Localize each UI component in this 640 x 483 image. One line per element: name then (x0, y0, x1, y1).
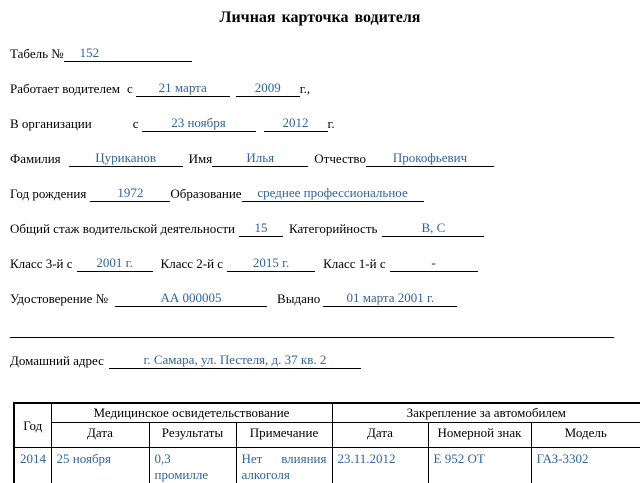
works-prep: с (126, 81, 133, 96)
col-header-veh-date: Дата (332, 423, 428, 448)
license-label: Удостоверение № (10, 291, 109, 306)
table-group-header-row (14, 403, 640, 423)
organization-date-value: 23 ноября (142, 115, 256, 132)
address-value: г. Самара, ул. Пестеля, д. 37 кв. 2 (109, 352, 361, 369)
surname-label: Фамилия (10, 151, 61, 166)
organization-prep: с (132, 116, 139, 131)
experience-label: Общий стаж водительской деятельности (10, 221, 235, 236)
field-row-classes (10, 255, 630, 272)
cell-plate: Е 952 ОТ (428, 448, 531, 483)
class3-value: 2001 г. (77, 255, 153, 272)
cell-result (149, 448, 236, 483)
organization-label: В организации (10, 116, 92, 131)
organization-year-value: 2012 (264, 115, 328, 132)
col-header-plate: Номерной знак (428, 423, 531, 448)
group-header-vehicle: Закрепление за автомобилем (332, 403, 640, 423)
cell-result-text: 0,3 промилле (154, 451, 209, 482)
education-label: Образование (170, 186, 242, 201)
license-value: АА 000005 (115, 290, 267, 307)
works-date-value: 21 марта (136, 80, 230, 97)
class1-label: Класс 1-й с (323, 256, 386, 271)
table-row (14, 448, 640, 483)
class3-label: Класс 3-й с (10, 256, 73, 271)
education-value: среднее профессиональное (242, 185, 424, 202)
cell-model: ГАЗ-3302 (531, 448, 640, 483)
firstname-value: Илья (212, 150, 308, 167)
category-value: В, С (382, 220, 484, 237)
col-header-note: Примечание (236, 423, 332, 448)
separator-line (10, 337, 614, 338)
experience-value: 15 (239, 220, 283, 237)
field-row-license (10, 290, 630, 307)
field-row-address (10, 352, 630, 369)
cell-year: 2014 (14, 448, 51, 483)
works-label: Работает водителем (10, 81, 120, 96)
category-label: Категорийность (288, 221, 378, 236)
page-title: Личная карточка водителя (219, 9, 421, 26)
cell-veh-date: 23.11.2012 (332, 448, 428, 483)
field-row-works (10, 80, 630, 97)
col-header-year: Год (14, 403, 51, 448)
medical-vehicle-table (13, 402, 640, 483)
tabel-value: 152 (64, 45, 192, 62)
class1-value: - (390, 255, 478, 272)
class2-label: Класс 2-й с (160, 256, 224, 271)
surname-value: Цуриканов (69, 150, 183, 167)
issued-value: 01 марта 2001 г. (323, 290, 457, 307)
col-header-med-date: Дата (51, 423, 149, 448)
cell-med-date: 25 ноября (51, 448, 149, 483)
works-suffix: г., (299, 81, 311, 96)
col-header-model: Модель (531, 423, 640, 448)
issued-label: Выдано (277, 291, 321, 306)
class2-value: 2015 г. (227, 255, 315, 272)
firstname-label: Имя (188, 151, 213, 166)
field-row-name (10, 150, 630, 167)
organization-suffix: г. (327, 116, 335, 131)
birth-year-value: 1972 (90, 185, 170, 202)
field-row-organization (10, 115, 630, 132)
address-label: Домашний адрес (10, 353, 104, 368)
cell-note: Нет влияния алкоголя (236, 448, 332, 483)
table-sub-header-row (14, 423, 640, 448)
field-row-experience (10, 220, 630, 237)
works-year-value: 2009 (236, 80, 300, 97)
group-header-medical: Медицинское освидетельствование (51, 403, 332, 423)
field-row-tabel (10, 45, 630, 62)
patronymic-label: Отчество (314, 151, 366, 166)
patronymic-value: Прокофьевич (366, 150, 494, 167)
col-header-results: Результаты (149, 423, 236, 448)
tabel-label: Табель № (10, 46, 64, 61)
birth-year-label: Год рождения (10, 186, 87, 201)
field-row-birth-education (10, 185, 630, 202)
